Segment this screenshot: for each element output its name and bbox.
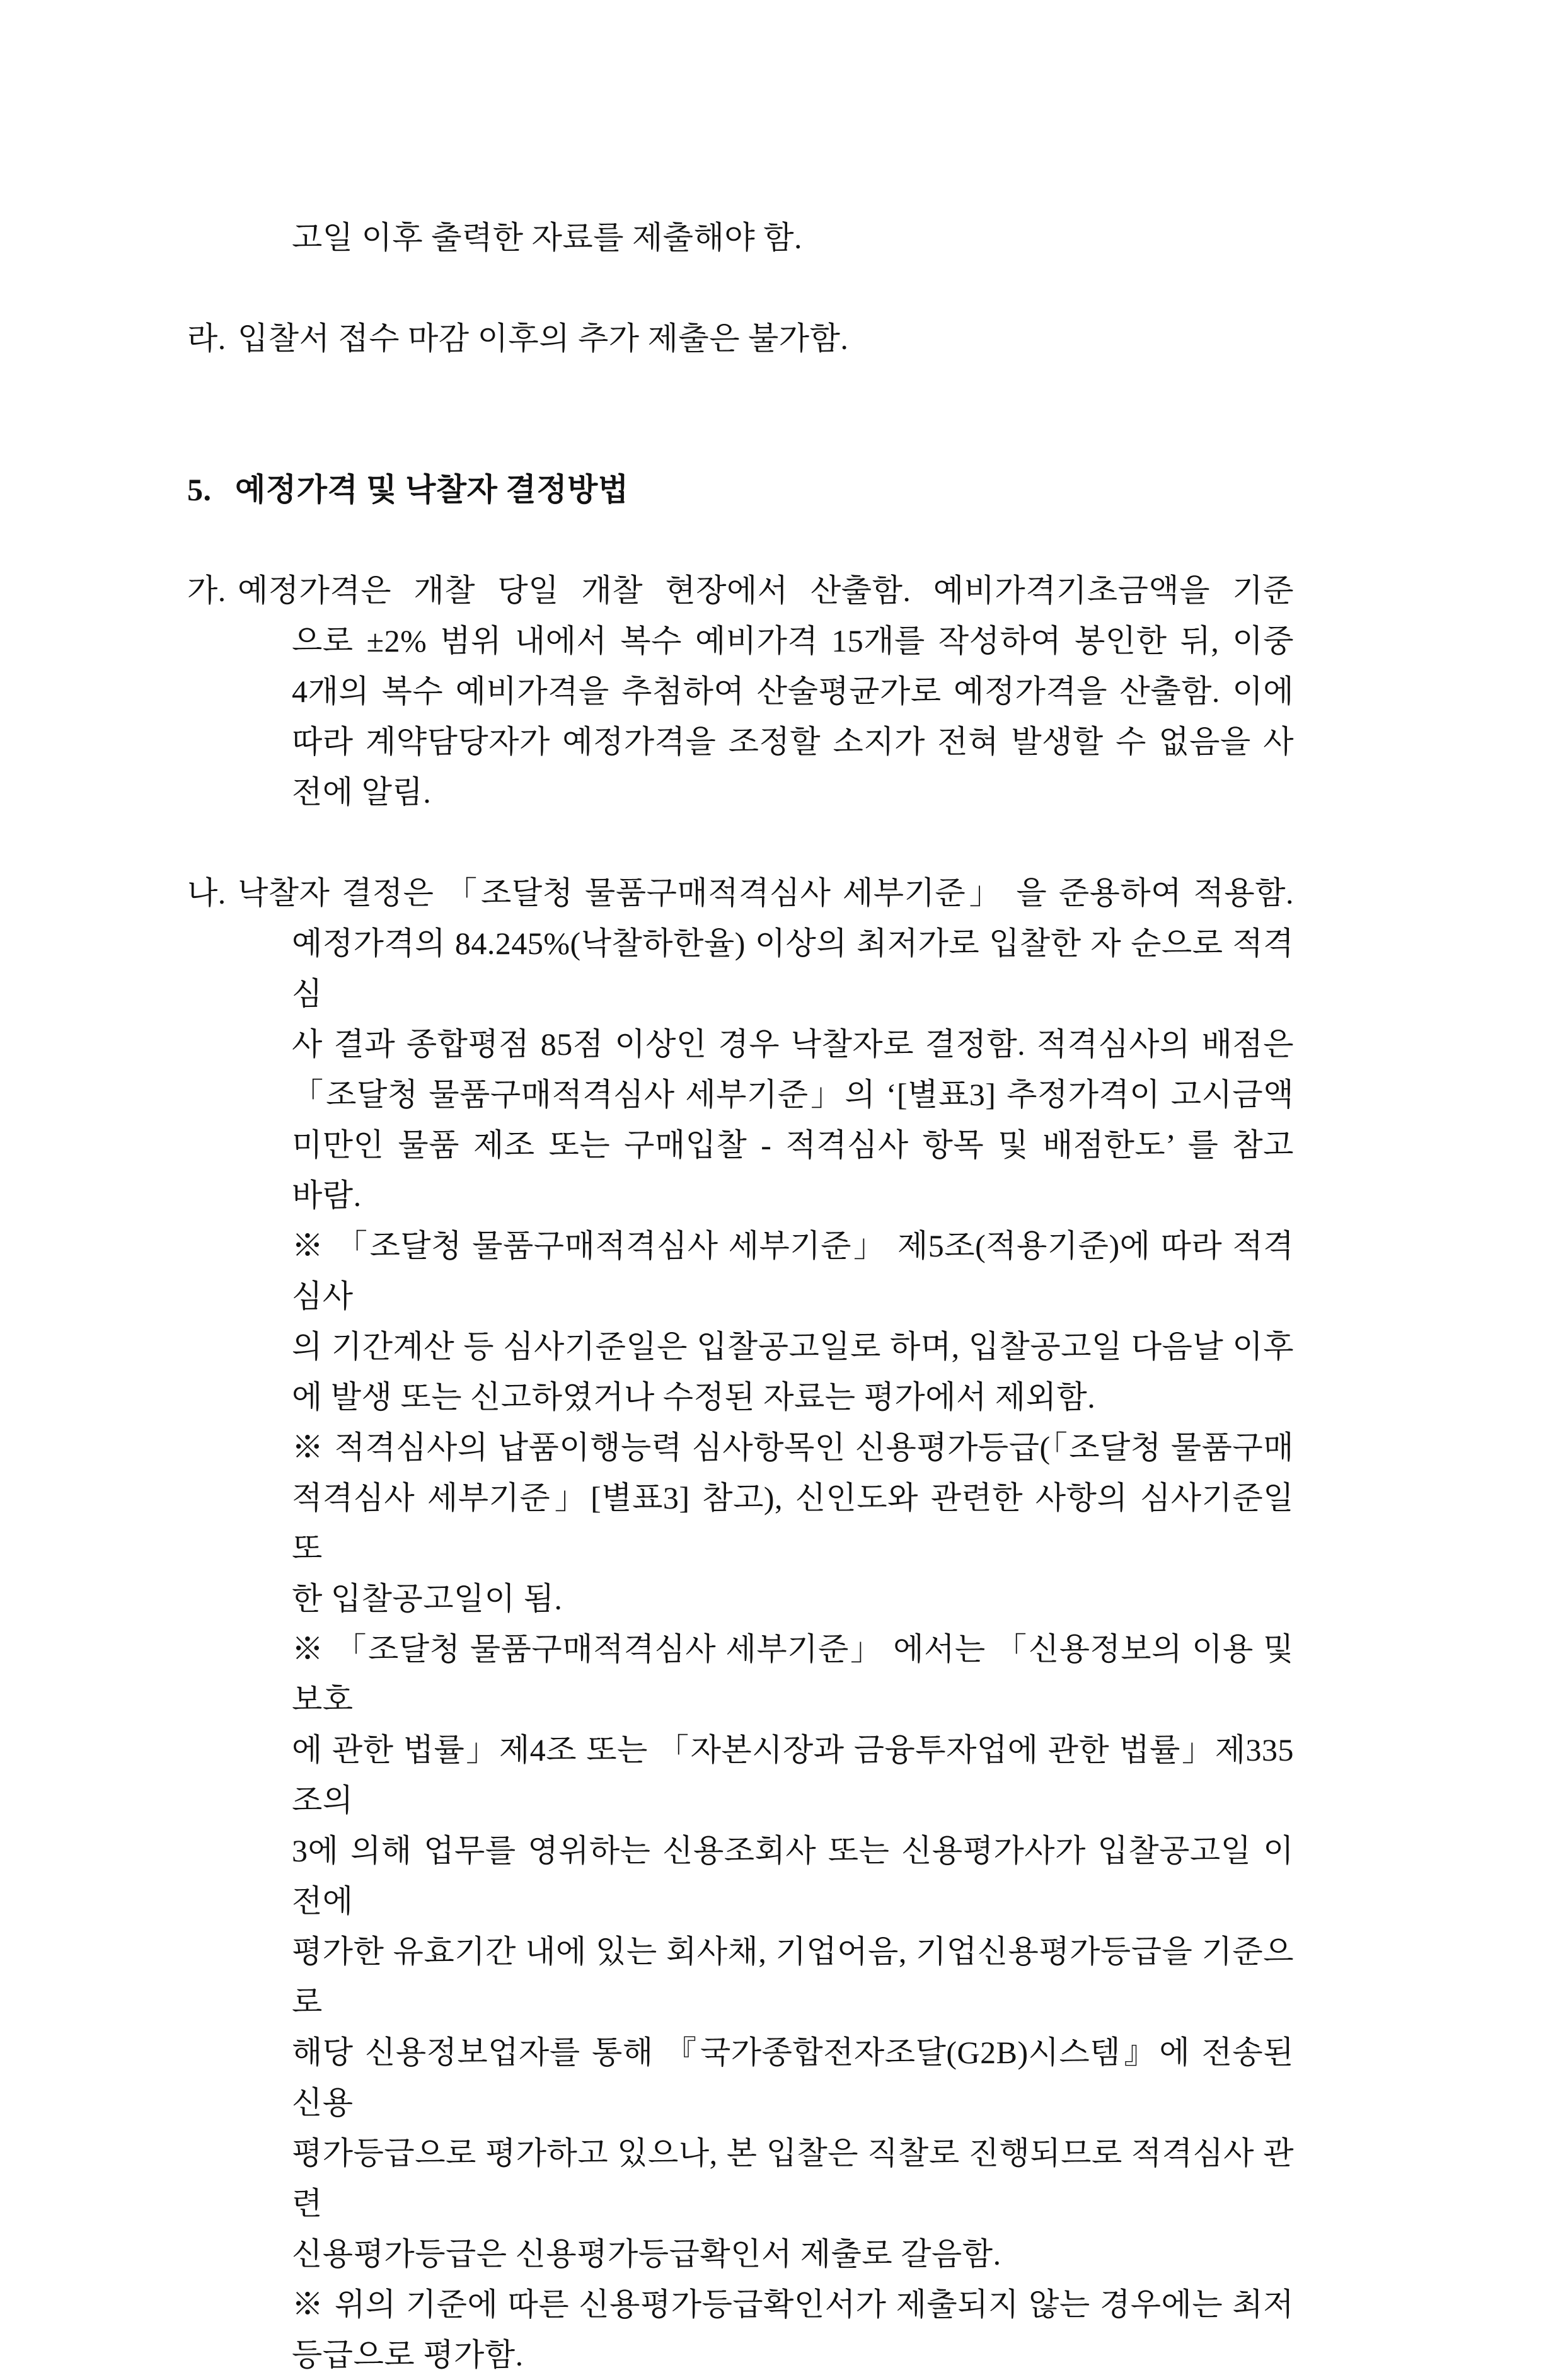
section-5-number: 5. bbox=[187, 472, 212, 507]
item-na-line-1: 예정가격의 84.245%(낙찰하한율) 이상의 최저가로 입찰한 자 순으로 적격심 bbox=[292, 926, 1294, 1011]
item-na-marker: 나. bbox=[187, 875, 226, 911]
item-na-note-3-line-4: 해당 신용정보업자를 통해 『국가종합전자조달(G2B)시스템』에 전송된 신용 bbox=[292, 2035, 1294, 2120]
item-na-note-4-line-1: 등급으로 평가함. bbox=[292, 2337, 524, 2372]
item-na-note-2-line-1: 적격심사 세부기준」[별표3] 참고), 신인도와 관련한 사항의 심사기준일 또 bbox=[292, 1480, 1294, 1566]
item-na-note-2-line-0: ※ 적격심사의 납품이행능력 심사항목인 신용평가등급(「조달청 물품구매 bbox=[292, 1430, 1294, 1465]
item-na-note-3-line-2: 3에 의해 업무를 영위하는 신용조회사 또는 신용평가사가 입찰공고일 이전에 bbox=[292, 1833, 1294, 1919]
section-5-title: 예정가격 및 낙찰자 결정방법 bbox=[235, 472, 629, 507]
item-na-note-3-line-3: 평가한 유효기간 내에 있는 회사채, 기업어음, 기업신용평가등급을 기준으로 bbox=[292, 1934, 1294, 2020]
item-na-line-3: 「조달청 물품구매적격심사 세부기준」의 ‘[별표3] 추정가격이 고시금액 bbox=[292, 1077, 1294, 1112]
item-na-note-3-line-6: 신용평가등급은 신용평가등급확인서 제출로 갈음함. bbox=[292, 2236, 1001, 2272]
item-na-note-3-line-0: ※ 「조달청 물품구매적격심사 세부기준」 에서는 「신용정보의 이용 및 보호 bbox=[292, 1631, 1294, 1717]
item-ra-text: 입찰서 접수 마감 이후의 추가 제출은 불가함. bbox=[238, 321, 849, 356]
item-na-note-1-line-0: ※ 「조달청 물품구매적격심사 세부기준」 제5조(적용기준)에 따라 적격심사 bbox=[292, 1228, 1294, 1314]
item-na-note-1-line-2: 에 발생 또는 신고하였거나 수정된 자료는 평가에서 제외함. bbox=[292, 1379, 1096, 1415]
item-ga-line-4: 전에 알림. bbox=[292, 774, 432, 810]
item-ga-line-1: 으로 ±2% 범위 내에서 복수 예비가격 15개를 작성하여 봉인한 뒤, 이중 bbox=[292, 623, 1294, 658]
item-ra bbox=[187, 313, 1294, 364]
item-na-line-2: 사 결과 종합평점 85점 이상인 경우 낙찰자로 결정함. 적격심사의 배점은 bbox=[292, 1026, 1294, 1062]
continuation-line: 고일 이후 출력한 자료를 제출해야 함. bbox=[292, 220, 802, 255]
item-na-note-1-line-1: 의 기간계산 등 심사기준일은 입찰공고일로 하며, 입찰공고일 다음날 이후 bbox=[292, 1329, 1294, 1364]
item-na-line-0 bbox=[187, 868, 1294, 918]
item-ra-marker: 라. bbox=[187, 321, 226, 356]
section-5-heading bbox=[187, 464, 1294, 515]
item-ga-line-2: 4개의 복수 예비가격을 추첨하여 산술평균가로 예정가격을 산출함. 이에 bbox=[292, 674, 1294, 709]
item-na-note-2-line-2: 한 입찰공고일이 됨. bbox=[292, 1581, 563, 1616]
item-ga-text-0: 예정가격은 개찰 당일 개찰 현장에서 산출함. 예비가격기초금액을 기준 bbox=[238, 573, 1294, 608]
item-na-note-3-line-1: 에 관한 법률」제4조 또는 「자본시장과 금융투자업에 관한 법률」제335조의 bbox=[292, 1732, 1294, 1818]
item-na-note-3-line-5: 평가등급으로 평가하고 있으나, 본 입찰은 직찰로 진행되므로 적격심사 관련 bbox=[292, 2136, 1294, 2221]
item-na-line-5: 바람. bbox=[292, 1178, 362, 1213]
document-content bbox=[187, 212, 1294, 2380]
item-na-line-4: 미만인 물품 제조 또는 구매입찰 - 적격심사 항목 및 배점한도’ 를 참고 bbox=[292, 1127, 1294, 1163]
item-ga-line-0 bbox=[187, 565, 1294, 616]
item-ga-marker: 가. bbox=[187, 573, 226, 608]
item-ga-line-3: 따라 계약담당자가 예정가격을 조정할 소지가 전혀 발생할 수 없음을 사 bbox=[292, 724, 1294, 759]
item-na-note-4-line-0: ※ 위의 기준에 따른 신용평가등급확인서가 제출되지 않는 경우에는 최저 bbox=[292, 2287, 1294, 2322]
item-na-text-0: 낙찰자 결정은 「조달청 물품구매적격심사 세부기준」 을 준용하여 적용함. bbox=[238, 875, 1294, 911]
